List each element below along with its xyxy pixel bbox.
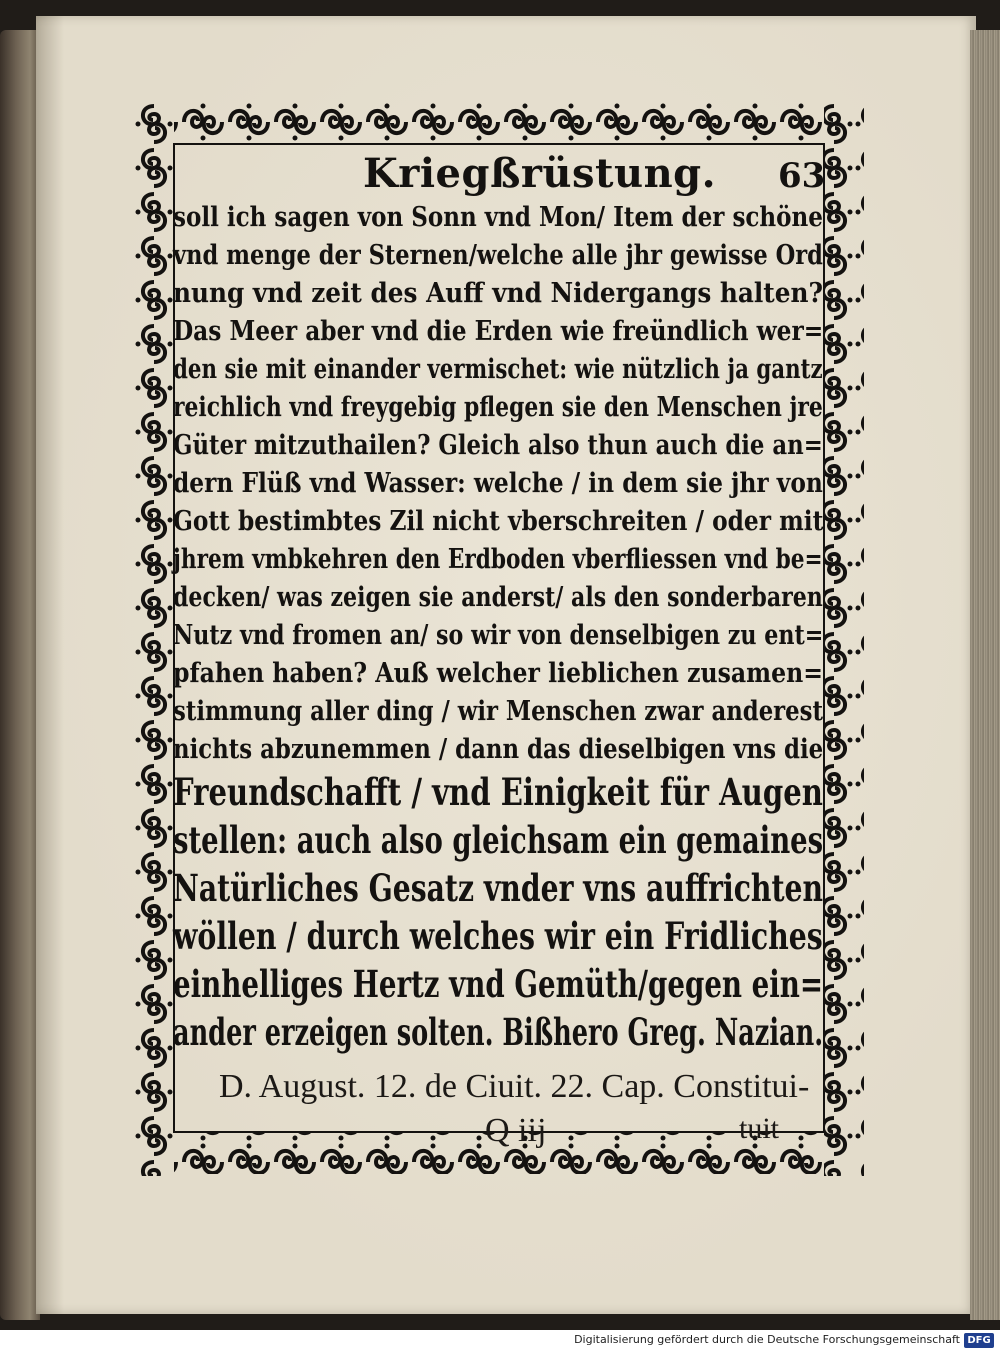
funding-credit: Digitalisierung gefördert durch die Deutsche Forschungsgemeinschaft	[574, 1333, 960, 1346]
signature-mark: Q iij	[485, 1112, 547, 1149]
text-line: pfahen haben? Auß welcher lieblichen zusamen=	[173, 658, 823, 689]
text-line: den sie mit einander vermischet: wie nützlich ja gantz	[173, 354, 823, 385]
text-line: Natürliches Gesatz vnder vns auffrichten	[173, 866, 824, 910]
book-page	[36, 16, 976, 1314]
text-line: reichlich vnd freygebig pflegen sie den Menschen jre	[173, 392, 823, 423]
text-line: nung vnd zeit des Auff vnd Nidergangs halten?	[173, 278, 823, 309]
text-line: Freundschafft / vnd Einigkeit für Augen	[173, 770, 823, 814]
text-line: vnd menge der Sternen/welche alle jhr gewisse Ord	[173, 240, 823, 271]
text-line: stimmung aller ding / wir Menschen zwar anderest	[173, 696, 823, 727]
text-line: einhelliges Hertz vnd Gemüth/gegen ein=	[173, 962, 824, 1006]
text-line: wöllen / durch welches wir ein Fridliches	[173, 914, 823, 958]
text-line: Gott bestimbtes Zil nicht vberschreiten / oder mit	[173, 506, 824, 537]
page-number: 63	[778, 156, 826, 196]
text-line: jhrem vmbkehren den Erdboden vberfliessen vnd be=	[173, 544, 823, 575]
text-line: Güter mitzuthailen? Gleich also thun auch die an=	[173, 430, 823, 461]
citation: D. August. 12. de Ciuit. 22. Cap. Constitui-	[219, 1068, 810, 1105]
text-line: Das Meer aber vnd die Erden wie freündlich wer=	[173, 316, 824, 347]
text-line: Nutz vnd fromen an/ so wir von denselbigen zu ent=	[173, 620, 824, 651]
text-line: stellen: auch also gleichsam ein gemaines	[173, 818, 824, 862]
dfg-logo: DFG	[964, 1333, 994, 1348]
text-line: nichts abzunemmen / dann das dieselbigen vns die	[173, 734, 824, 765]
text-line: soll ich sagen von Sonn vnd Mon/ Item der schöne	[173, 202, 823, 233]
text-line: ander erzeigen solten. Bißhero Greg. Nazian.	[173, 1010, 824, 1054]
catchword: tuit	[739, 1112, 780, 1145]
text-line: dern Flüß vnd Wasser: welche / in dem sie jhr von	[173, 468, 823, 499]
page-fore-edge	[970, 30, 1000, 1320]
previous-page-edge	[0, 30, 40, 1320]
text-line: decken/ was zeigen sie anderst/ als den sonderbaren	[173, 582, 823, 613]
running-head: Kriegßrüstung.	[363, 150, 717, 197]
